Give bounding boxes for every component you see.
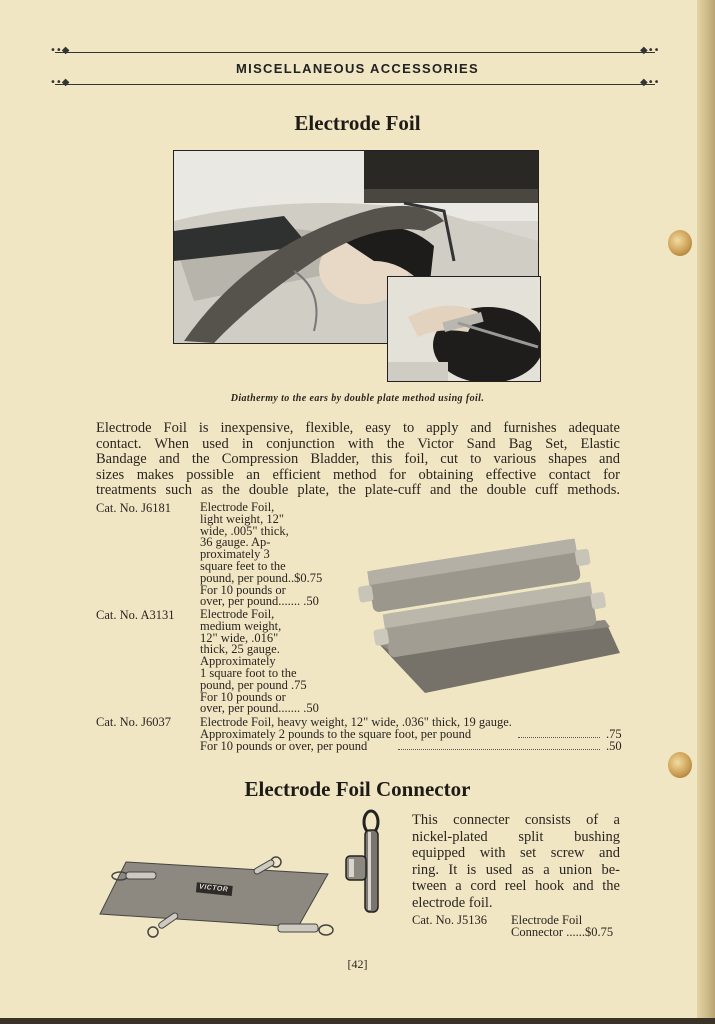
connector-illustration [344,808,386,918]
binding-hole [668,230,692,256]
photo-caption: Diathermy to the ears by double plate method using foil. [230,393,485,404]
binding-hole [668,752,692,778]
rule-ornament: ◆•• [640,45,660,56]
dot-leader [398,749,600,750]
cat-j6037-price2: .75 [606,727,622,741]
connector-description: This connecter consists of a nickel-plated split bushing equipped with set screw and ring. It is used as a union be- tween a cord reel hook and the electrode foil. [412,812,620,911]
victor-logo: VICTOR [198,883,229,894]
dot-leader [518,737,600,738]
cat-number-a3131: Cat. No. A3131 [96,608,175,622]
cat-number-j6181: Cat. No. J6181 [96,501,171,515]
inset-photo [387,276,541,382]
section-title-electrode-foil: Electrode Foil [294,111,421,135]
section-title-connector: Electrode Foil Connector [244,777,471,801]
foil-sheet-illustration [98,852,338,944]
bottom-edge [0,1018,715,1024]
cat-j6037-line3: For 10 pounds or over, per pound [200,739,368,753]
cat-j6037-line2: Approximately 2 pounds to the square foot, per pound [200,727,472,741]
running-head: MISCELLANEOUS ACCESSORIES [236,61,479,76]
connector-item-line1: Electrode Foil [511,913,583,927]
intro-paragraph: Electrode Foil is inexpensive, flexible, easy to apply and furnishes adequate contact. When used in conjunction with the Victor Sand Bag Set, Elastic Bandage and the Compression Bladder, this foil, cut to various shapes and sizes makes possible an efficient method for obtaining effective contact for treatments such as the double plate, the plate-cuff and the double cuff methods. [96,420,620,498]
rule-ornament: ◆•• [640,77,660,88]
cat-j6037-price3: .50 [606,739,622,753]
cat-description-j6181: Electrode Foil, light weight, 12" wide, .005" thick, 36 gauge. Ap- proximately 3 square feet to the pound, per pound..$0.75 For 10 pounds or over, per pound....... .50 [200,500,323,609]
cat-number-j5136: Cat. No. J5136 [412,913,487,927]
page-edge [697,0,715,1024]
page-number: [42] [347,957,368,971]
bottom-rule [55,84,655,85]
rule-ornament: ••◆ [50,77,70,88]
cat-number-j6037: Cat. No. J6037 [96,715,171,729]
connector-item-line2: Connector ......$0.75 [511,925,614,939]
cat-j6037-line1: Electrode Foil, heavy weight, 12" wide, .036" thick, 19 gauge. [200,715,512,729]
foil-rolls-illustration [355,525,625,695]
top-rule [55,52,655,53]
cat-description-a3131: Electrode Foil, medium weight, 12" wide, .016" thick, 25 gauge. Approximately 1 square foot to the pound, per pound .75 For 10 pounds or over, per pound....... .50 [200,607,319,716]
rule-ornament: ••◆ [50,45,70,56]
